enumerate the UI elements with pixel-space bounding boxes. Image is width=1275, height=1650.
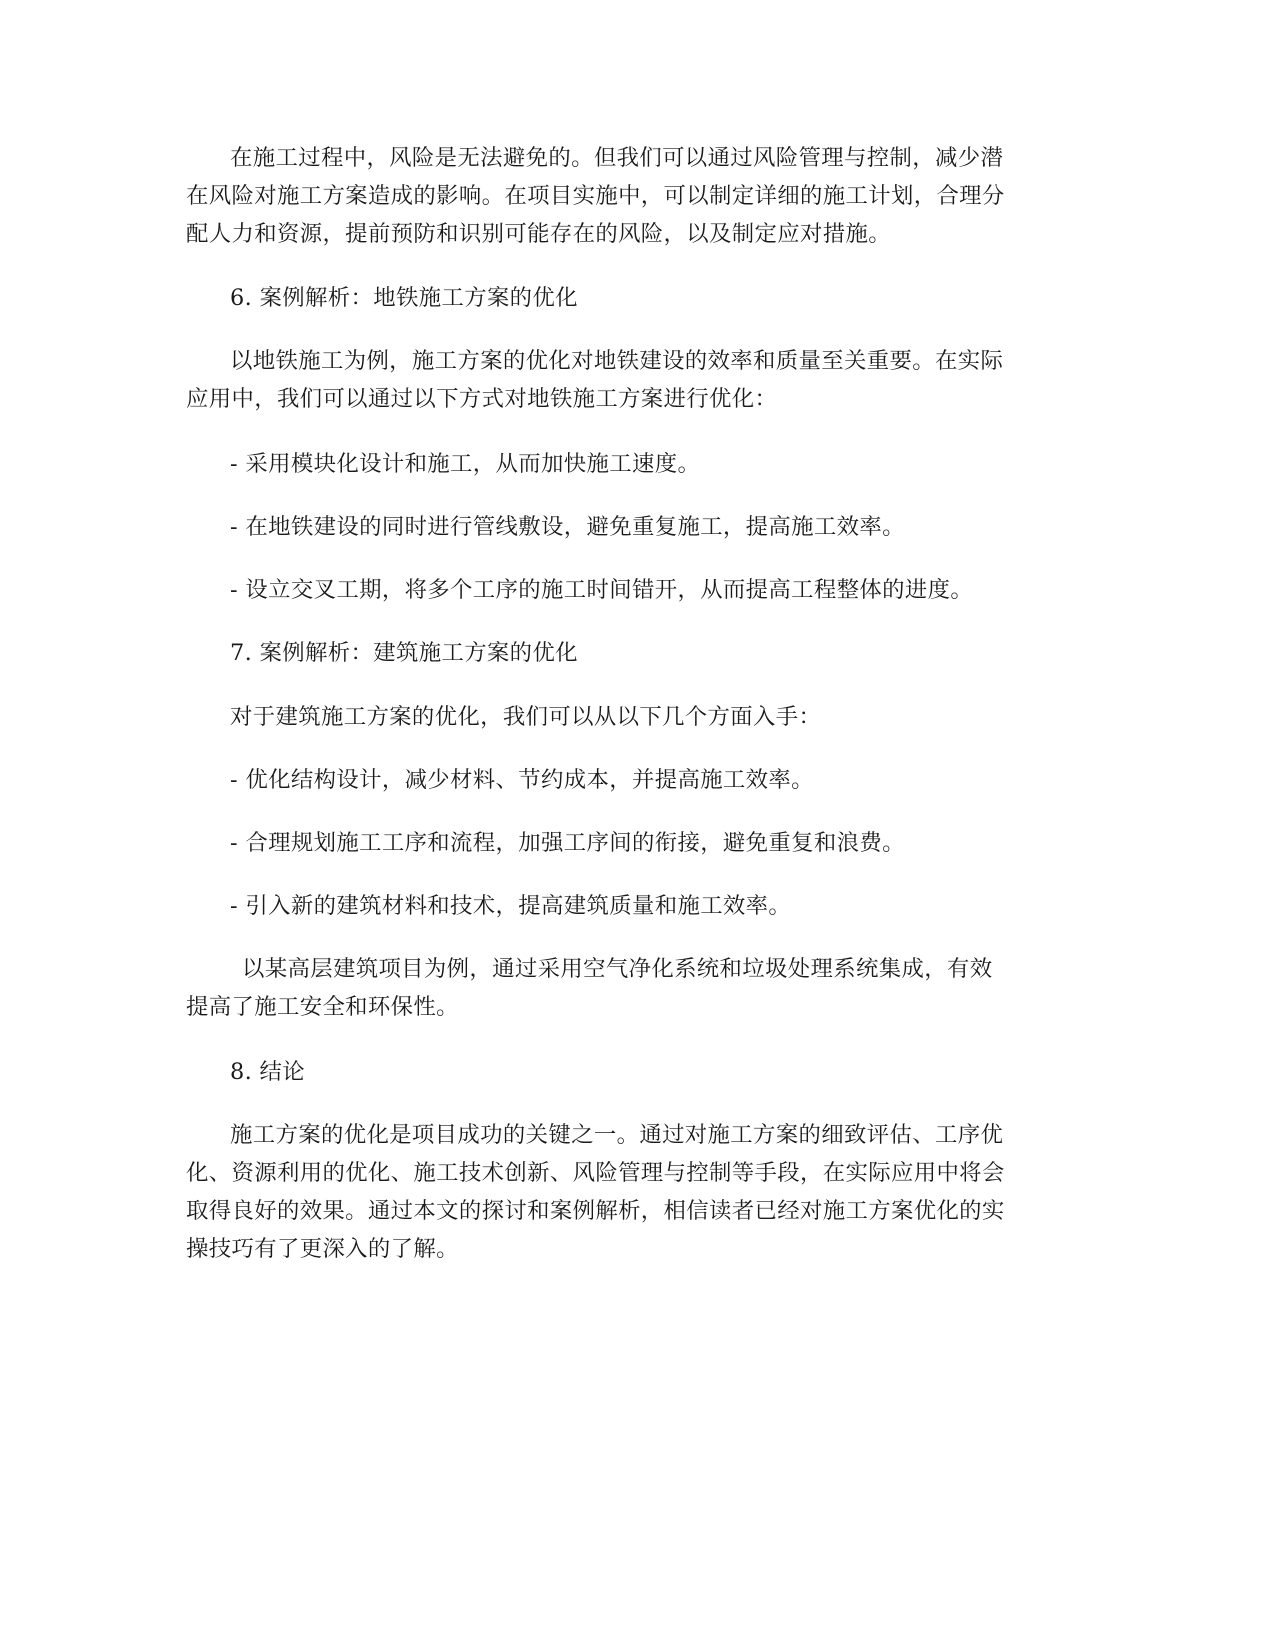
paragraph-building-intro (186, 698, 1096, 736)
heading-text: 6. 案例解析：地铁施工方案的优化 (230, 285, 578, 311)
text-line: - 采用模块化设计和施工，从而加快施工速度。 (230, 451, 701, 477)
list-item-building-1 (186, 761, 1096, 799)
text-line: - 合理规划施工工序和流程，加强工序间的衔接，避免重复和浪费。 (230, 830, 905, 856)
text-line: 应用中，我们可以通过以下方式对地铁施工方案进行优化： (186, 386, 778, 412)
paragraph-conclusion (186, 1116, 1096, 1268)
text-line: 在施工过程中，风险是无法避免的。但我们可以通过风险管理与控制，减少潜 (230, 145, 1004, 171)
list-item-building-3 (186, 887, 1096, 925)
text-line: - 引入新的建筑材料和技术，提高建筑质量和施工效率。 (230, 893, 792, 919)
section-heading-7 (186, 634, 1096, 672)
text-line: 化、资源利用的优化、施工技术创新、风险管理与控制等手段，在实际应用中将会 (186, 1160, 1005, 1186)
paragraph-risk-management (186, 139, 1096, 253)
text-line: 操技巧有了更深入的了解。 (186, 1236, 459, 1262)
list-item-subway-2 (186, 508, 1096, 546)
paragraph-building-example (186, 950, 1096, 1026)
text-line: 对于建筑施工方案的优化，我们可以从以下几个方面入手： (230, 704, 822, 730)
text-line: 取得良好的效果。通过本文的探讨和案例解析，相信读者已经对施工方案优化的实 (186, 1198, 1005, 1224)
section-heading-8 (186, 1053, 1096, 1091)
heading-text: 7. 案例解析：建筑施工方案的优化 (230, 640, 578, 666)
text-line: 在风险对施工方案造成的影响。在项目实施中，可以制定详细的施工计划，合理分 (186, 183, 1005, 209)
text-line: 以某高层建筑项目为例，通过采用空气净化系统和垃圾处理系统集成，有效 (242, 956, 993, 982)
text-line: - 优化结构设计，减少材料、节约成本，并提高施工效率。 (230, 767, 814, 793)
text-line: 提高了施工安全和环保性。 (186, 994, 459, 1020)
list-item-subway-1 (186, 445, 1096, 483)
list-item-subway-3 (186, 571, 1096, 609)
text-line: - 在地铁建设的同时进行管线敷设，避免重复施工，提高施工效率。 (230, 514, 905, 540)
heading-text: 8. 结论 (230, 1059, 306, 1085)
section-heading-6 (186, 279, 1096, 317)
list-item-building-2 (186, 824, 1096, 862)
text-line: 配人力和资源，提前预防和识别可能存在的风险，以及制定应对措施。 (186, 221, 891, 247)
paragraph-subway-intro (186, 342, 1096, 418)
text-line: 以地铁施工为例，施工方案的优化对地铁建设的效率和质量至关重要。在实际 (230, 348, 1004, 374)
text-line: - 设立交叉工期，将多个工序的施工时间错开，从而提高工程整体的进度。 (230, 577, 974, 603)
text-line: 施工方案的优化是项目成功的关键之一。通过对施工方案的细致评估、工序优 (230, 1122, 1004, 1148)
